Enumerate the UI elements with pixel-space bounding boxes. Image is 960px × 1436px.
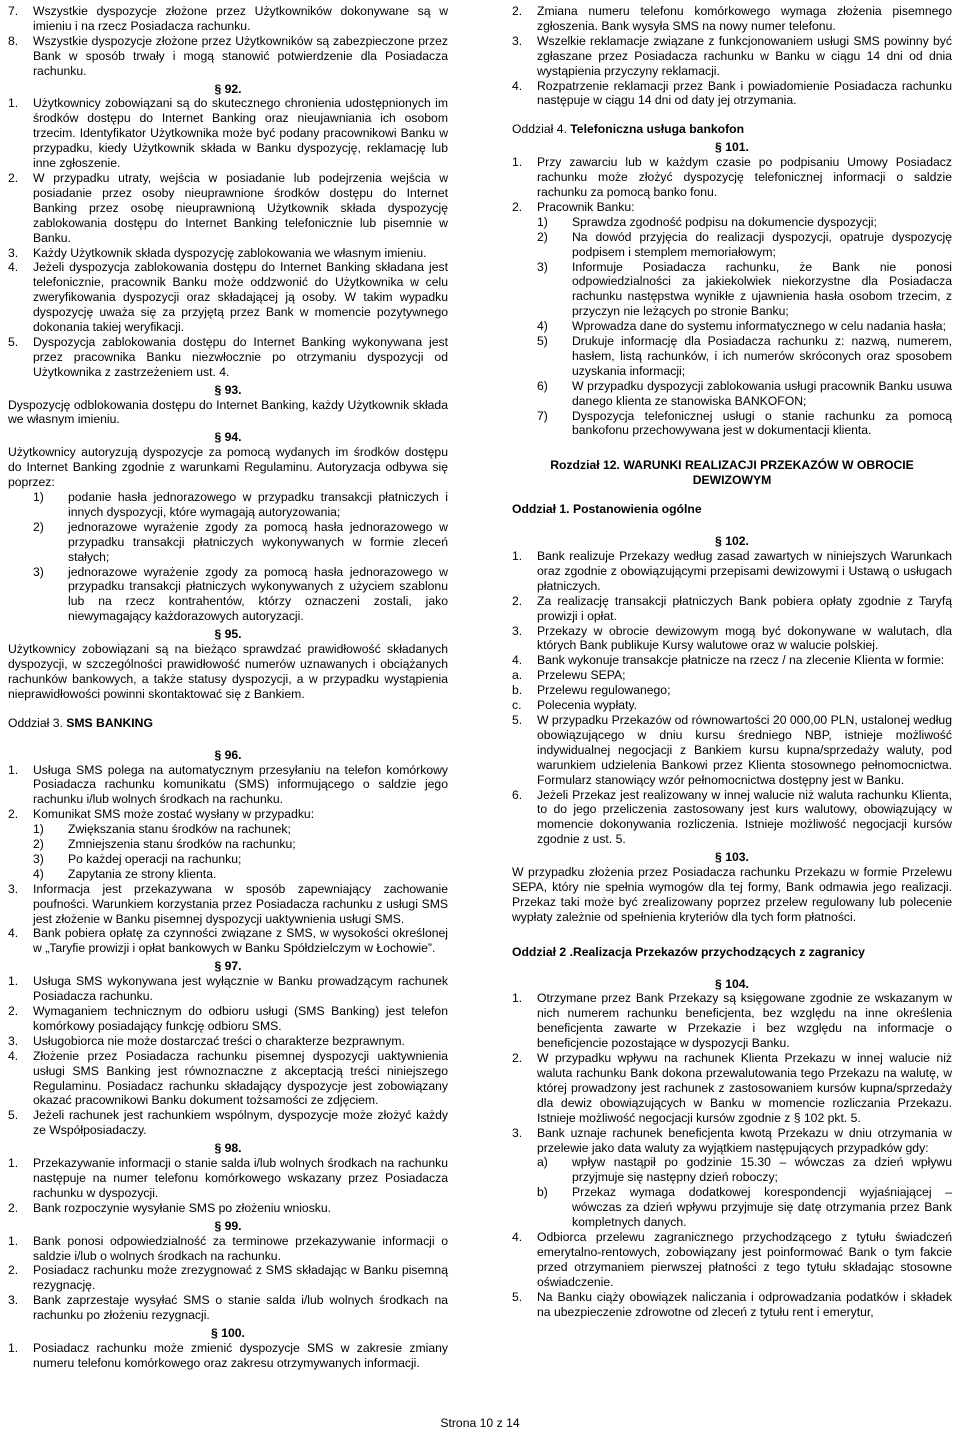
- right-column: [512, 4, 952, 1319]
- list-item-text: W przypadku wpływu na rachunek Klienta Przekazu w innej walucie niż waluta rachunku Bank dokona przewalutowania tego Przekazu na walutę, w której prowadzony jest rachunek z zastosowaniem kursów kupna/sprzedaży dla dewiz obowiązujących w Banku w momencie rozliczania Przekazu. Istnieje możliwość negocjacji kursów zgodnie z § 102 pkt. 5.: [537, 1051, 952, 1125]
- list-item-text: Dyspozycja telefonicznej usługi o stanie rachunku za pomocą bankofonu przechowywana jest w dokumentacji klienta.: [572, 408, 952, 438]
- section-heading: § 99.: [214, 1218, 242, 1233]
- section-heading: § 98.: [214, 1141, 242, 1156]
- section-heading: § 100.: [211, 1326, 245, 1341]
- list-item: [8, 867, 448, 882]
- list-item: [8, 763, 448, 808]
- list-item: [512, 34, 952, 79]
- list-item-number: 6.: [512, 787, 523, 802]
- spacer: [512, 517, 952, 531]
- section-heading: § 92.: [214, 81, 242, 96]
- list-item-text: Informuje Posiadacza rachunku, że Bank nie ponosi odpowiedzialności za jakiekolwiek niekorzystne dla Posiadacza rachunku następstwa wynikłe z ujawnienia hasła osobom trzecim, z przyczyn nie leżących po stronie Banku;: [572, 259, 952, 319]
- list-item-number: 2.: [8, 1263, 19, 1278]
- list-item-number: 2.: [512, 593, 523, 608]
- list-item-text: W przypadku utraty, wejścia w posiadanie lub podejrzenia wejścia w posiadanie przez osoby nieuprawnione środków dostępu do Internet Banking przez osobę nieuprawnioną Użytkownik składa dyspozycję zablokowania dostępu do Internet Banking telefonicznie lub pisemnie w Banku.: [33, 170, 448, 245]
- list-item: [512, 379, 952, 409]
- list-item-number: 2): [33, 837, 44, 852]
- list-item-text: Usługa SMS wykonywana jest wyłącznie w Banku prowadzącym rachunek Posiadacza rachunku.: [33, 974, 448, 1004]
- list-item: [8, 1263, 448, 1293]
- list-item-text: Wszelkie reklamacje związane z funkcjonowaniem usługi SMS powinny być zgłaszane przez Posiadacza rachunku w Banku w ciągu 14 dni od dnia wystąpienia przyczyny reklamacji.: [537, 33, 952, 78]
- subsection-heading: Oddział 2 .Realizacja Przekazów przychodzących z zagranicy: [512, 944, 865, 959]
- list-item-number: 1.: [8, 762, 19, 777]
- list-item: [512, 79, 952, 109]
- list-item-text: Zapytania ze strony klienta.: [68, 866, 217, 881]
- list-item: [8, 1034, 448, 1049]
- list-item-number: 2.: [8, 1004, 19, 1018]
- list-item-number: 3): [537, 259, 548, 274]
- page-number: Strona 10 z 14: [440, 1416, 520, 1430]
- list-item-number: 1): [33, 490, 44, 504]
- list-item-text: W przypadku Przekazów od równowartości 20 000,00 PLN, ustalonej według obowiązującego w dniu kursu średniego NBP, istnieje możliwość indywidualnej negocjacji z Bankiem kursu kupna/sprzedaży waluty, pod warunkiem udzielenia Bankowi przez Klienta stosownego pełnomocnictwa. Formularz stanowiący wzór pełnomocnictwa dostępny jest w Banku.: [537, 712, 952, 787]
- list-item-text: podanie hasła jednorazowego w przypadku transakcji płatniczych i innych dyspozycji, które wymagają autoryzowania;: [68, 490, 448, 519]
- list-item-text: Polecenia wypłaty.: [537, 698, 638, 713]
- list-item-number: 3.: [8, 1293, 19, 1308]
- list-item-text: Za realizację transakcji płatniczych Bank pobiera opłaty zgodnie z Taryfą prowizji i opłat.: [537, 593, 952, 623]
- list-item: [512, 1155, 952, 1185]
- list-item: [512, 549, 952, 594]
- list-item-text: Posiadacz rachunku może zrezygnować z SMS składając w Banku pisemną rezygnację.: [33, 1263, 448, 1293]
- list-item-number: 3.: [512, 33, 523, 48]
- spacer: [512, 438, 952, 458]
- list-item-text: Zwiększania stanu środków na rachunek;: [68, 822, 291, 837]
- list-item-text: W przypadku dyspozycji zablokowania usługi pracownik Banku usuwa danego klienta ze stanowiska BANKOFON;: [572, 378, 952, 408]
- list-item-text: Bank pobiera opłatę za czynności związane z SMS, w wysokości określonej w „Taryfie prowizji i opłat bankowych w Banku Spółdzielczym w Łochowie”.: [33, 926, 448, 956]
- list-item-text: Bank rozpoczynie wysyłanie SMS po złożeniu wniosku.: [33, 1200, 332, 1215]
- spacer: [512, 488, 952, 502]
- list-item: [8, 1201, 448, 1216]
- list-item-text: Po każdej operacji na rachunku;: [68, 851, 242, 866]
- list-item-number: 3.: [512, 1125, 523, 1140]
- list-item: [512, 594, 952, 624]
- list-item-number: 1.: [8, 1233, 19, 1248]
- paragraph: W przypadku złożenia przez Posiadacza rachunku Przekazu w formie Przelewu SEPA, który nie spełnia wymogów dla tej formy, Bank odmawia jego realizacji. Przekaz taki może być zrealizowany poprzez przelew regulowany lub polecenie wypłaty zależnie od spełnienia kryteriów dla tych form płatności.: [512, 865, 952, 924]
- list-item: [8, 1293, 448, 1323]
- list-item-number: 1.: [512, 155, 523, 170]
- left-column: [8, 4, 448, 1371]
- list-item: [512, 1290, 952, 1320]
- list-item-number: 1.: [8, 1156, 19, 1171]
- list-item-number: 5): [537, 334, 548, 349]
- list-item-text: Komunikat SMS może zostać wysłany w przypadku:: [33, 807, 315, 822]
- subsection-number: Oddział 4.: [512, 122, 571, 137]
- list-item-text: Użytkownicy zobowiązani są do skutecznego chronienia udostępnionych im środków dostępu do Internet Banking oraz nieujawniania ich osobom trzecim. Identyfikator Użytkownika może być podany pracownikowi Banku w przypadku, kiedy Użytkownik składa w Banku dyspozycję, reklamację lub inne zgłoszenie.: [33, 96, 448, 171]
- section-heading: § 103.: [715, 850, 749, 865]
- list-item: [512, 668, 952, 683]
- list-item: [8, 852, 448, 867]
- list-item: [512, 653, 952, 668]
- list-item-number: 4.: [512, 78, 523, 93]
- list-item-number: 5.: [8, 334, 19, 349]
- list-item-text: Przelewu SEPA;: [537, 668, 626, 683]
- subsection-heading: [512, 122, 952, 137]
- list-item: [8, 1341, 448, 1371]
- list-item: [512, 230, 952, 260]
- paragraph: Użytkownicy autoryzują dyspozycje za pomocą wydanych im środków dostępu do Internet Banking zgodnie z warunkami Regulaminu. Autoryzacja odbywa się poprzez:: [8, 445, 448, 490]
- spacer: [512, 960, 952, 974]
- list-item-text: Jeżeli Przekaz jest realizowany w innej walucie niż waluta rachunku Klienta, to do jego przeliczenia zastosowany jest kurs walutowy, obowiązujący w momencie dokonywania rozliczenia. Istnieje możliwość negocjacji kursów zgodnie z ust. 5.: [537, 787, 952, 847]
- list-item-text: Przelewu regulowanego;: [537, 683, 671, 698]
- list-item: [8, 837, 448, 852]
- list-item-number: 1): [537, 214, 548, 229]
- list-item: [8, 1234, 448, 1264]
- list-item-text: Usługobiorca nie może dostarczać treści o charakterze bezprawnym.: [33, 1033, 405, 1048]
- section-heading: § 95.: [214, 627, 242, 642]
- list-item: [8, 490, 448, 520]
- list-item-text: Przekazy w obrocie dewizowym mogą być dokonywane w walutach, dla których Bank publikuje Kursy walutowe oraz w walucie polskiej.: [537, 623, 952, 653]
- list-item-text: Jeżeli dyspozycja zablokowania dostępu do Internet Banking składana jest telefonicznie, pracownik Banku może oddzwonić do Użytkownika w celu zweryfikowania dyspozycji oraz składającej ją osoby. W takim wypadku dyspozycję uważa się za przyjętą przez Bank w momencie pozytywnego dokonania takiej weryfikacji.: [33, 260, 448, 335]
- list-item: [512, 788, 952, 848]
- list-item: [8, 34, 448, 79]
- list-item-number: 1.: [512, 549, 523, 563]
- list-item-number: 2.: [512, 199, 523, 214]
- list-item-text: Zmiana numeru telefonu komórkowego wymaga złożenia pisemnego zgłoszenia. Bank wysyła SMS na nowy numer telefonu.: [537, 4, 952, 33]
- list-item-number: 2): [33, 519, 44, 534]
- list-item-number: 7): [537, 408, 548, 423]
- list-item-text: Bank wykonuje transakcje płatnicze na rzecz / na zlecenie Klienta w formie:: [537, 653, 945, 668]
- list-item-number: 7.: [8, 4, 19, 18]
- list-item-number: 3.: [8, 1033, 19, 1048]
- list-item-number: 2.: [512, 4, 523, 18]
- subsection-title: SMS BANKING: [66, 715, 153, 730]
- list-item: [8, 4, 448, 34]
- list-item-number: 8.: [8, 33, 19, 48]
- list-item: [8, 807, 448, 822]
- list-item-text: wpływ nastąpił po godzinie 15.30 – wówczas za dzień wpływu przyjmuje się następny dzień roboczy;: [572, 1155, 952, 1185]
- list-item-text: Dyspozycja zablokowania dostępu do Internet Banking wykonywana jest przez pracownika Banku niezwłocznie po otrzymaniu dyspozycji od Użytkownika z zastrzeżeniem ust. 4.: [33, 334, 448, 379]
- list-item-text: jednorazowe wyrażenie zgody za pomocą hasła jednorazowego w przypadku transakcji płatniczych wykonywanych w formie zleceń stałych;: [68, 519, 448, 564]
- list-item-text: Przy zawarciu lub w każdym czasie po podpisaniu Umowy Posiadacz rachunku może złożyć dyspozycję telefonicznej informacji o saldzie rachunku za pomocą banko fonu.: [537, 155, 952, 199]
- list-item-text: Przekazywanie informacji o stanie salda i/lub wolnych środkach na rachunku następuje na numer telefonu komórkowego wskazany przez Posiadacza rachunku w dyspozycji.: [33, 1156, 448, 1200]
- list-item: [8, 1049, 448, 1109]
- list-item: [512, 683, 952, 698]
- section-heading: § 102.: [715, 534, 749, 549]
- section-heading: § 104.: [715, 976, 749, 991]
- spacer: [8, 702, 448, 716]
- list-item: [512, 215, 952, 230]
- list-item: [8, 1156, 448, 1201]
- list-item: [512, 1185, 952, 1230]
- section-heading: § 101.: [715, 140, 749, 155]
- list-item-text: Złożenie przez Posiadacza rachunku pisemnej dyspozycji uaktywnienia usługi SMS Banking jest równoznaczne z akceptacją treści niniejszego Regulaminu. Posiadacz rachunku składający dyspozycje jest zobowiązany okazać pracownikowi Banku dokument tożsamości ze zdjęciem.: [33, 1048, 448, 1108]
- list-item: [8, 882, 448, 927]
- list-item-text: Bank uznaje rachunek beneficjenta kwotą Przekazu w dniu otrzymania w przelewie jako data waluty za wyjątkiem następujących przypadków gdy:: [537, 1125, 952, 1155]
- list-item-number: 4.: [8, 1048, 19, 1063]
- list-item-text: Rozpatrzenie reklamacji przez Bank i powiadomienie Posiadacza rachunku następuje w ciągu 14 dni od daty jej otrzymania.: [537, 78, 952, 108]
- list-item-number: c.: [512, 698, 522, 713]
- section-heading: § 96.: [214, 747, 242, 762]
- list-item-text: Wszystkie dyspozycje złożone przez Użytkowników dokonywane są w imieniu i na rzecz Posiadacza rachunku.: [33, 4, 448, 33]
- list-item-text: Zmniejszenia stanu środków na rachunku;: [68, 837, 296, 852]
- list-item-number: 4.: [8, 926, 19, 941]
- list-item-number: 1): [33, 822, 44, 837]
- list-item-number: a.: [512, 668, 523, 683]
- list-item-number: 3): [33, 564, 44, 579]
- list-item-number: 2.: [8, 170, 19, 185]
- list-item-text: Drukuje informację dla Posiadacza rachunku z: nazwą, numerem, hasłem, listą rachunków, i ich numerów skróconych oraz sposobem uzyskania informacji;: [572, 334, 952, 378]
- list-item-text: Informacja jest przekazywana w sposób zapewniający zachowanie poufności. Warunkiem korzystania przez Posiadacza rachunku z usługi SMS jest złożenie w Banku pisemnej dyspozycji uaktywnienia usługi SMS.: [33, 881, 448, 926]
- chapter-heading: Rozdział 12. WARUNKI REALIZACJI PRZEKAZÓW W OBROCIE DEWIZOWYM: [550, 458, 914, 488]
- list-item: [512, 200, 952, 215]
- list-item-number: 4.: [512, 653, 523, 668]
- list-item-number: 3.: [512, 623, 523, 638]
- subsection-title: Telefoniczna usługa bankofon: [570, 122, 745, 137]
- list-item: [8, 1108, 448, 1138]
- list-item: [512, 260, 952, 320]
- list-item-text: Przekaz wymaga dodatkowej korespondencji wyjaśniającej – wówczas za dzień wpływu przyjmuje się datę otrzymania przez Bank kompletnych danych.: [572, 1185, 952, 1230]
- subsection-number: Oddział 3.: [8, 715, 67, 730]
- list-item: [8, 171, 448, 246]
- list-item-text: Wymaganiem technicznym do odbioru usługi (SMS Banking) jest telefon komórkowy posiadający funkcję odbioru SMS.: [33, 1004, 448, 1033]
- list-item-number: 3): [33, 851, 44, 866]
- list-item-text: Usługa SMS polega na automatycznym przesyłaniu na telefon komórkowy Posiadacza rachunku komunikatu (SMS) informującego o saldzie jego rachunku i/lub wolnych środkach na rachunku.: [33, 762, 448, 807]
- list-item-number: 2.: [512, 1051, 523, 1066]
- section-heading: § 93.: [214, 382, 242, 397]
- list-item: [8, 335, 448, 380]
- subsection-heading: [8, 716, 448, 731]
- list-item-number: b): [537, 1185, 548, 1200]
- list-item-number: 6): [537, 378, 548, 393]
- spacer: [512, 925, 952, 945]
- spacer: [512, 108, 952, 122]
- list-item-text: Na dowód przyjęcia do realizacji dyspozycji, opatruje dyspozycję podpisem i stemplem memoriałowym;: [572, 229, 952, 259]
- list-item-number: 4): [33, 866, 44, 881]
- list-item-text: Pracownik Banku:: [537, 199, 635, 214]
- list-item: [512, 991, 952, 1051]
- list-item-number: 3.: [8, 881, 19, 896]
- list-item: [512, 698, 952, 713]
- paragraph: Dyspozycję odblokowania dostępu do Internet Banking, każdy Użytkownik składa we własnym imieniu.: [8, 397, 448, 427]
- list-item-text: Każdy Użytkownik składa dyspozycję zablokowania we własnym imieniu.: [33, 245, 427, 260]
- list-item: [512, 319, 952, 334]
- list-item-number: 2): [537, 229, 548, 244]
- list-item-number: 4.: [8, 260, 19, 275]
- list-item: [8, 565, 448, 625]
- list-item-text: Bank ponosi odpowiedzialność za terminowe przekazywanie informacji o saldzie i/lub o wolnych środkach na rachunku.: [33, 1233, 448, 1263]
- list-item: [512, 624, 952, 654]
- list-item-number: a): [537, 1155, 548, 1170]
- list-item-text: Odbiorca przelewu zagranicznego przychodzącego z tytułu świadczeń emerytalno-rentowych, zobowiązany jest poinformować Bank o tym fakcie przed otrzymaniem pierwszej płatności z tego tytułu składając stosowne oświadczenie.: [537, 1229, 952, 1289]
- list-item: [512, 1230, 952, 1290]
- list-item: [8, 96, 448, 171]
- list-item-text: Na Banku ciąży obowiązek naliczania i odprowadzania podatków i składek na ubezpieczenie zdrowotne od zleceń z tytułu rent i emerytur,: [537, 1289, 952, 1319]
- list-item-number: 1.: [8, 1340, 19, 1355]
- list-item: [512, 713, 952, 788]
- list-item-number: 4.: [512, 1229, 523, 1244]
- list-item-number: b.: [512, 683, 523, 698]
- list-item-number: 2.: [8, 807, 19, 822]
- list-item-text: Wszystkie dyspozycje złożone przez Użytkowników są zabezpieczone przez Bank w sposób trwały i mogą stanowić potwierdzenie dla Posiadacza rachunku.: [33, 33, 448, 78]
- list-item-number: 1.: [8, 96, 19, 111]
- list-item: [8, 260, 448, 335]
- list-item: [8, 926, 448, 956]
- list-item-text: Sprawdza zgodność podpisu na dokumencie dyspozycji;: [572, 214, 877, 229]
- section-heading: § 97.: [214, 959, 242, 974]
- subsection-heading: Oddział 1. Postanowienia ogólne: [512, 502, 702, 517]
- list-item-text: Bank zaprzestaje wysyłać SMS o stanie salda i/lub wolnych środkach na rachunku po złożeniu rezygnacji.: [33, 1293, 448, 1323]
- list-item: [512, 155, 952, 200]
- list-item-number: 5.: [8, 1108, 19, 1123]
- list-item-text: Wprowadza dane do systemu informatycznego w celu nadania hasła;: [572, 319, 946, 334]
- section-heading: § 94.: [214, 430, 242, 445]
- list-item-number: 3.: [8, 245, 19, 260]
- list-item: [8, 974, 448, 1004]
- list-item-number: 4): [537, 319, 548, 334]
- list-item: [8, 822, 448, 837]
- list-item-text: Bank realizuje Przekazy według zasad zawartych w niniejszych Warunkach oraz zgodnie z obowiązującymi przepisami dewizowymi i Ustawą o usługach płatniczych.: [537, 549, 952, 593]
- list-item-text: Jeżeli rachunek jest rachunkiem wspólnym, dyspozycje może złożyć każdy ze Współposiadaczy.: [33, 1108, 448, 1138]
- list-item-text: Otrzymane przez Bank Przekazy są księgowane zgodnie ze wskazanym w nich numerem rachunku beneficjenta, bez względu na inne określenia beneficjenta zawarte w Przekazie i bez względu na informacje o beneficjencie pozostające w dyspozycji Banku.: [537, 991, 952, 1051]
- list-item: [512, 4, 952, 34]
- spacer: [8, 731, 448, 745]
- list-item: [512, 334, 952, 379]
- list-item-text: Posiadacz rachunku może zmienić dyspozycje SMS w zakresie zmiany numeru telefonu komórkowego oraz zakresu otrzymywanych informacji.: [33, 1340, 448, 1370]
- list-item: [8, 1004, 448, 1034]
- list-item-text: jednorazowe wyrażenie zgody za pomocą hasła jednorazowego w przypadku transakcji płatniczych wykonywanych z użyciem szablonu lub na rzecz kontrahentów, którzy oznaczeni zostali, jako niewymagający każdorazowych autoryzacji.: [68, 564, 448, 624]
- list-item-number: 1.: [512, 991, 523, 1006]
- list-item-number: 5.: [512, 712, 523, 727]
- list-item-number: 1.: [8, 974, 19, 989]
- list-item: [512, 1126, 952, 1156]
- list-item: [8, 246, 448, 261]
- list-item-number: 2.: [8, 1200, 19, 1215]
- list-item: [8, 520, 448, 565]
- paragraph: Użytkownicy zobowiązani są na bieżąco sprawdzać prawidłowość składanych dyspozycji, w szczególności prawidłowość numerów uznawanych i obciążanych rachunków bankowych, a także statusy dyspozycji, a w przypadku wystąpienia nieprawidłowości powinni skontaktować się z Bankiem.: [8, 642, 448, 701]
- list-item-number: 5.: [512, 1289, 523, 1304]
- list-item: [512, 1051, 952, 1126]
- list-item: [512, 409, 952, 439]
